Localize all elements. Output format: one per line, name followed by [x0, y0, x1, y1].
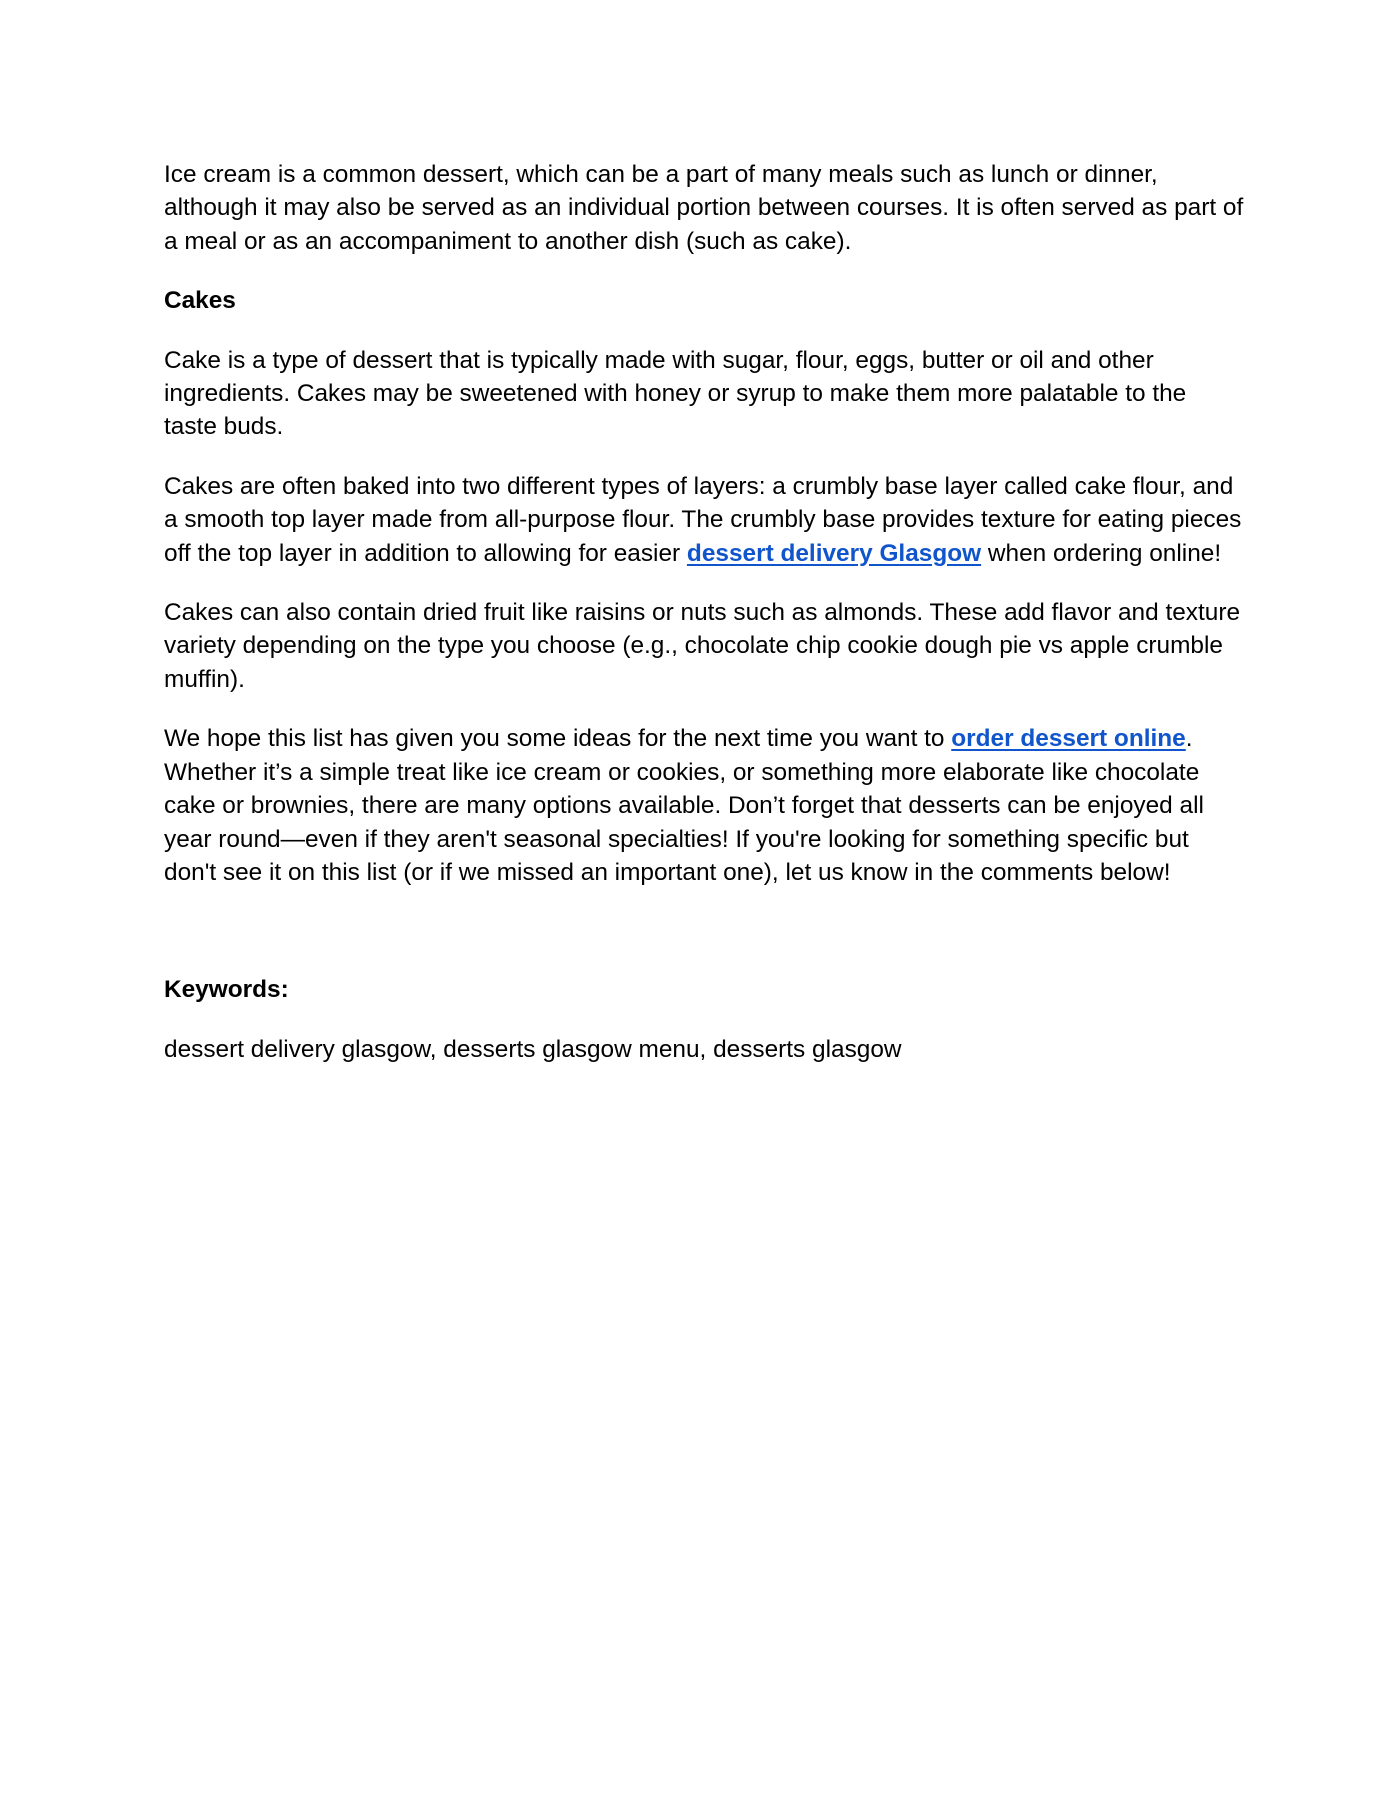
cakes-paragraph-3: Cakes can also contain dried fruit like raisins or nuts such as almonds. These add flavor and texture variety depending on the type you choose (e.g., chocolate chip cookie dough pie vs apple crumble muffin). — [164, 599, 1241, 693]
paragraph-text: . Whether it’s a simple treat like ice cream or cookies, or something more elaborate like chocolate cake or brownies, there are many options available. Don’t forget that desserts can be enjoyed all year round—even if they aren't seasonal specialties! If you're looking for something specific but don't see it on this list (or if we missed an important one), let us know in the comments below! — [164, 725, 1204, 886]
keywords-list: dessert delivery glasgow, desserts glasgow menu, desserts glasgow — [164, 1035, 902, 1063]
cakes-heading: Cakes — [164, 287, 236, 315]
order-dessert-online-link[interactable]: order dessert online — [951, 725, 1186, 753]
intro-paragraph: Ice cream is a common dessert, which can be a part of many meals such as lunch or dinner, although it may also be served as an individual portion between courses. It is often served as part of a meal or as an accompaniment to another dish (such as cake). — [164, 161, 1244, 255]
document-body — [164, 158, 1244, 1092]
paragraph-text: Cakes are often baked into two different types of layers: a crumbly base layer called cake flour, and a smooth top layer made from all-purpose flour. The crumbly base provides texture for eating pieces off the top layer in addition to allowing for easier — [164, 472, 1242, 567]
paragraph-text: when ordering online! — [981, 539, 1222, 567]
closing-paragraph — [164, 722, 1244, 889]
keywords-heading: Keywords: — [164, 976, 289, 1004]
cakes-paragraph-1: Cake is a type of dessert that is typically made with sugar, flour, eggs, butter or oil and other ingredients. Cakes may be sweetened with honey or syrup to make them more palatable to the taste buds. — [164, 346, 1187, 441]
spacer — [164, 915, 1244, 973]
paragraph-text: We hope this list has given you some ideas for the next time you want to — [164, 725, 952, 753]
cakes-paragraph-2 — [164, 470, 1244, 570]
dessert-delivery-glasgow-link[interactable]: dessert delivery Glasgow — [686, 539, 982, 567]
